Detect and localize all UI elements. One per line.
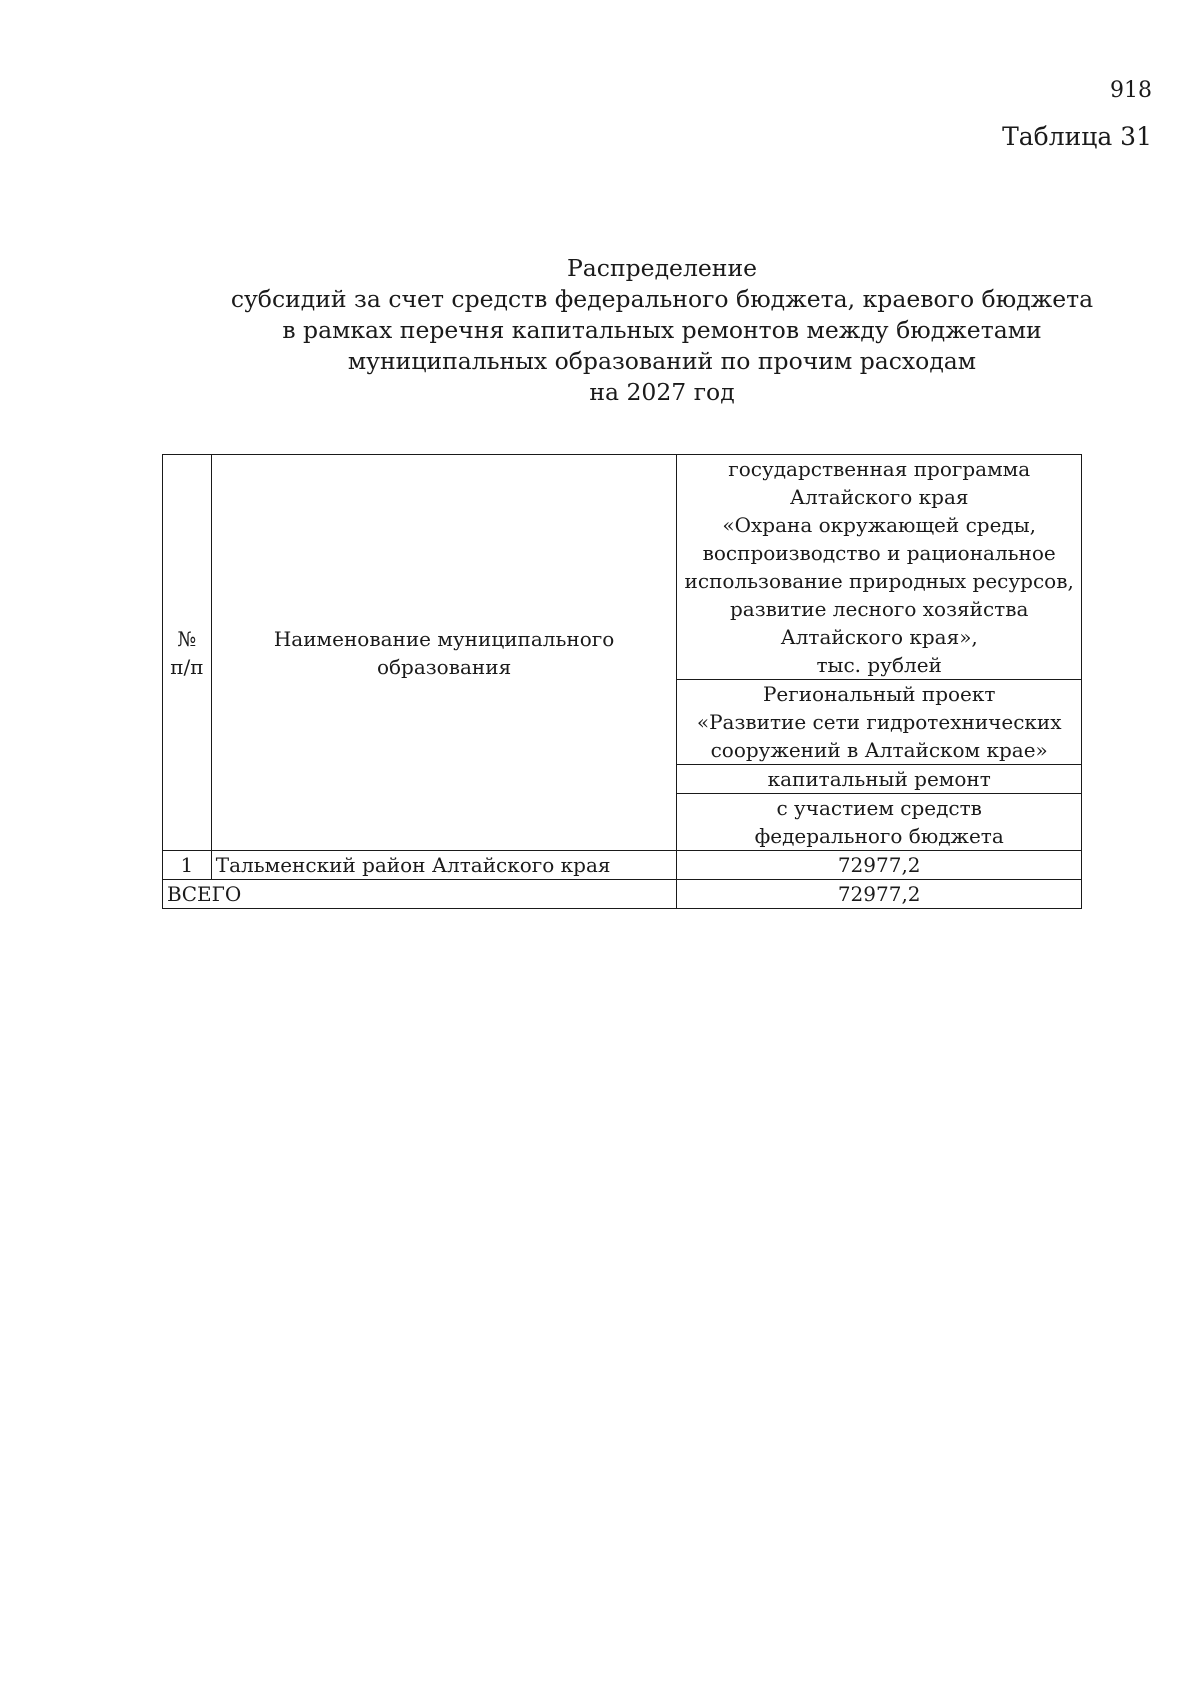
funding-line: федерального бюджета bbox=[754, 824, 1004, 848]
program-line: воспроизводство и рациональное bbox=[702, 541, 1056, 565]
header-name-line: Наименование муниципального bbox=[273, 626, 615, 651]
header-row-program bbox=[163, 455, 1082, 680]
document-title bbox=[220, 253, 1104, 408]
title-line: субсидий за счет средств федерального бюджета, краевого бюджета bbox=[230, 285, 1094, 313]
header-num-symbol: № bbox=[177, 626, 197, 651]
header-name-line: образования bbox=[376, 654, 512, 679]
project-line: сооружений в Алтайском крае» bbox=[710, 738, 1048, 762]
program-line: Алтайского края», bbox=[780, 625, 978, 649]
total-label-cell: ВСЕГО bbox=[163, 880, 677, 909]
program-line: тыс. рублей bbox=[816, 653, 942, 677]
page-number: 918 bbox=[1110, 78, 1152, 103]
header-funding-cell bbox=[677, 794, 1082, 851]
row-name-cell: Тальменский район Алтайского края bbox=[211, 851, 677, 880]
header-num-abbr: п/п bbox=[170, 654, 204, 679]
header-program-cell bbox=[677, 455, 1082, 680]
header-repair-cell: капитальный ремонт bbox=[677, 765, 1082, 794]
header-num-cell bbox=[163, 455, 212, 851]
total-value-cell: 72977,2 bbox=[677, 880, 1082, 909]
program-line: «Охрана окружающей среды, bbox=[722, 513, 1037, 537]
program-line: развитие лесного хозяйства bbox=[729, 597, 1029, 621]
row-value-cell: 72977,2 bbox=[677, 851, 1082, 880]
row-num-cell: 1 bbox=[163, 851, 212, 880]
header-name-cell bbox=[211, 455, 677, 851]
table-row bbox=[163, 851, 1082, 880]
total-row bbox=[163, 880, 1082, 909]
title-line: на 2027 год bbox=[589, 378, 735, 406]
project-line: «Развитие сети гидротехнических bbox=[696, 710, 1062, 734]
header-project-cell bbox=[677, 680, 1082, 765]
title-line: Распределение bbox=[566, 254, 758, 282]
table-label: Таблица 31 bbox=[1002, 122, 1152, 151]
project-line: Региональный проект bbox=[762, 682, 996, 706]
title-line: в рамках перечня капитальных ремонтов между бюджетами bbox=[282, 316, 1042, 344]
distribution-table bbox=[162, 454, 1082, 909]
program-line: использование природных ресурсов, bbox=[684, 569, 1074, 593]
funding-line: с участием средств bbox=[776, 796, 982, 820]
title-line: муниципальных образований по прочим расходам bbox=[347, 347, 977, 375]
program-line: государственная программа bbox=[728, 457, 1031, 481]
program-line: Алтайского края bbox=[789, 485, 969, 509]
